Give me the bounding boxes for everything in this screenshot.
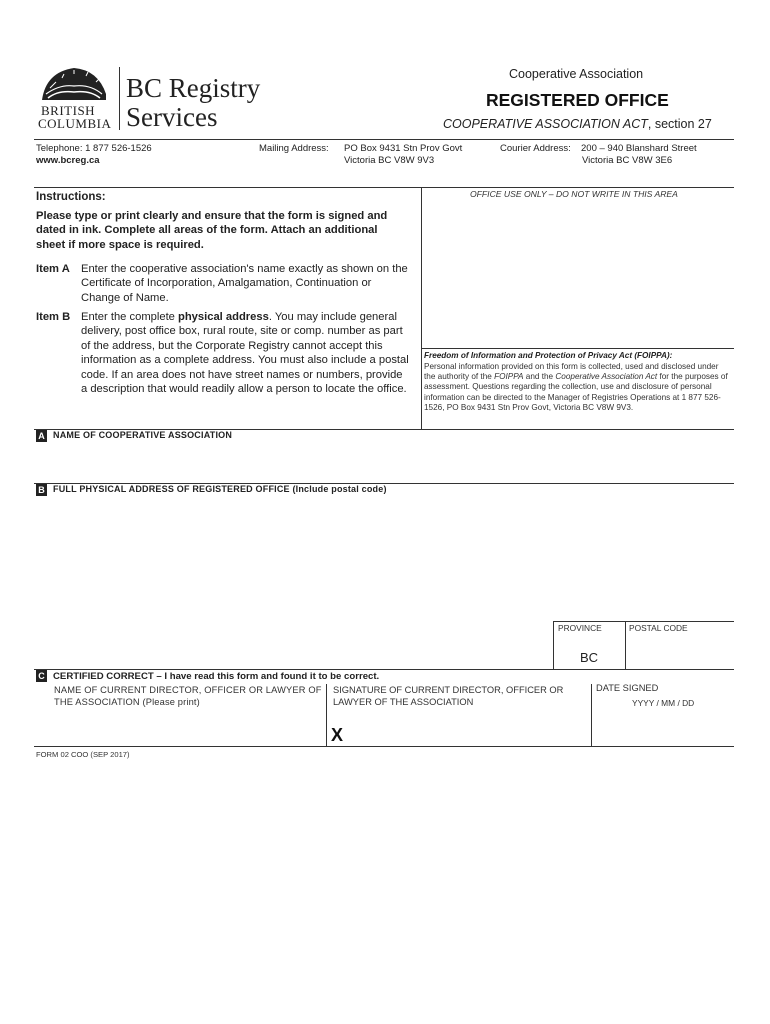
office-use-notice: OFFICE USE ONLY – DO NOT WRITE IN THIS AREA xyxy=(470,189,678,199)
province-top-rule xyxy=(553,621,734,622)
website-link[interactable]: www.bcreg.ca xyxy=(36,155,100,166)
association-name-field[interactable] xyxy=(36,445,733,481)
section-c-top-rule xyxy=(34,669,734,670)
postal-code-label: POSTAL CODE xyxy=(629,623,688,633)
logo-divider xyxy=(119,67,120,130)
item-a-text: Enter the cooperative association's name exactly as shown on the Certificate of Incorporation, Amalgamation, Continuation or Change of Name. xyxy=(81,263,408,304)
foippa-text-part2: FOIPPA xyxy=(494,372,524,382)
section-b-title: FULL PHYSICAL ADDRESS OF REGISTERED OFFICE (Include postal code) xyxy=(53,484,387,494)
form-type: Cooperative Association xyxy=(509,67,644,81)
foippa-text-part1: Personal information provided on this form is collected, used and disclosed under the authority of the xyxy=(424,362,719,382)
instructions-heading: Instructions: xyxy=(36,191,106,203)
instructions-top-rule xyxy=(34,187,734,188)
item-b-text-pre: Enter the complete xyxy=(81,311,179,323)
item-a-label: Item A xyxy=(36,263,70,275)
telephone: Telephone: 1 877 526-1526 xyxy=(36,143,152,154)
signature-mark: X xyxy=(331,725,344,745)
section-b-letter: B xyxy=(36,484,47,496)
date-signed-field[interactable] xyxy=(594,710,732,744)
date-signed-label: DATE SIGNED xyxy=(596,683,659,693)
courier-label: Courier Address: xyxy=(500,143,571,154)
name-signature-divider xyxy=(326,684,327,746)
name-label: NAME OF CURRENT DIRECTOR, OFFICER OR LAWYER OF THE ASSOCIATION (Please print) xyxy=(54,685,322,707)
foippa-text-part4: Cooperative Association Act xyxy=(555,372,658,382)
bc-sun-icon xyxy=(36,64,116,102)
foippa-text-part3: and the xyxy=(523,372,556,382)
office-use-area xyxy=(423,200,733,348)
province-value[interactable]: BC xyxy=(579,650,599,665)
signature-field[interactable] xyxy=(350,710,588,744)
item-b-text xyxy=(81,310,411,396)
item-b-text-post: . You may include general delivery, post office box, rural route, site or comp. number as part of the address, but the Corporate Registry cannot accept this information as a complete address. You must also include a postal code. If an area does not have street names or numbers, provide a description that would readily allow a person to locate the office. xyxy=(81,311,409,396)
date-format-hint: YYYY / MM / DD xyxy=(632,698,695,708)
form-code: FORM 02 COO (SEP 2017) xyxy=(36,750,130,759)
instructions-intro: Please type or print clearly and ensure that the form is signed and dated in ink. Complete all areas of the form. Attach an additional sheet if more space is required. xyxy=(36,210,388,251)
mailing-line2: Victoria BC V8W 9V3 xyxy=(344,155,435,166)
bc-logo-line1: BRITISH xyxy=(41,103,96,118)
foippa-text xyxy=(424,362,732,413)
postal-code-field[interactable] xyxy=(628,636,732,666)
office-use-divider xyxy=(421,187,422,429)
section-c-bottom-rule xyxy=(34,746,734,747)
act-name: COOPERATIVE ASSOCIATION ACT xyxy=(443,117,648,131)
director-name-field[interactable] xyxy=(36,710,324,744)
bc-logo-line2: COLUMBIA xyxy=(38,116,112,131)
mailing-line1: PO Box 9431 Stn Prov Govt xyxy=(344,143,463,154)
province-label: PROVINCE xyxy=(558,623,602,633)
act-reference xyxy=(443,117,712,131)
courier-line2: Victoria BC V8W 3E6 xyxy=(582,155,673,166)
mailing-label: Mailing Address: xyxy=(259,143,329,154)
postal-left-border xyxy=(625,621,626,669)
foippa-heading: Freedom of Information and Protection of Privacy Act (FOIPPA): xyxy=(424,351,673,360)
foippa-text-part5: for the purposes of assessment. Questions regarding the collection, use and disclosure of personal information can be directed to the Manager of Registries Operations at 1 877 526-1526, PO Box 9431 Stn Prov Govt, Victoria BC V8W 9V3. xyxy=(424,372,728,412)
act-section: , section 27 xyxy=(647,117,712,131)
courier-line1: 200 – 940 Blanshard Street xyxy=(581,143,697,154)
physical-address-field[interactable] xyxy=(36,498,733,618)
section-a-title: NAME OF COOPERATIVE ASSOCIATION xyxy=(53,430,233,440)
item-b-text-bold: physical address xyxy=(178,311,269,323)
signature-label: SIGNATURE OF CURRENT DIRECTOR, OFFICER OR LAWYER OF THE ASSOCIATION xyxy=(333,685,564,707)
registry-subtitle: Services xyxy=(126,102,218,132)
section-c-title: CERTIFIED CORRECT – I have read this form and found it to be correct. xyxy=(53,671,380,682)
header-rule xyxy=(34,139,734,140)
foippa-top-rule xyxy=(421,348,734,349)
registry-title: BC Registry xyxy=(126,73,261,103)
item-b-label: Item B xyxy=(36,311,71,323)
section-a-letter: A xyxy=(36,430,47,442)
province-left-border xyxy=(553,621,554,669)
bc-logo xyxy=(36,64,116,132)
form-title: REGISTERED OFFICE xyxy=(486,90,669,110)
section-c-letter: C xyxy=(36,670,47,682)
signature-date-divider xyxy=(591,684,592,746)
